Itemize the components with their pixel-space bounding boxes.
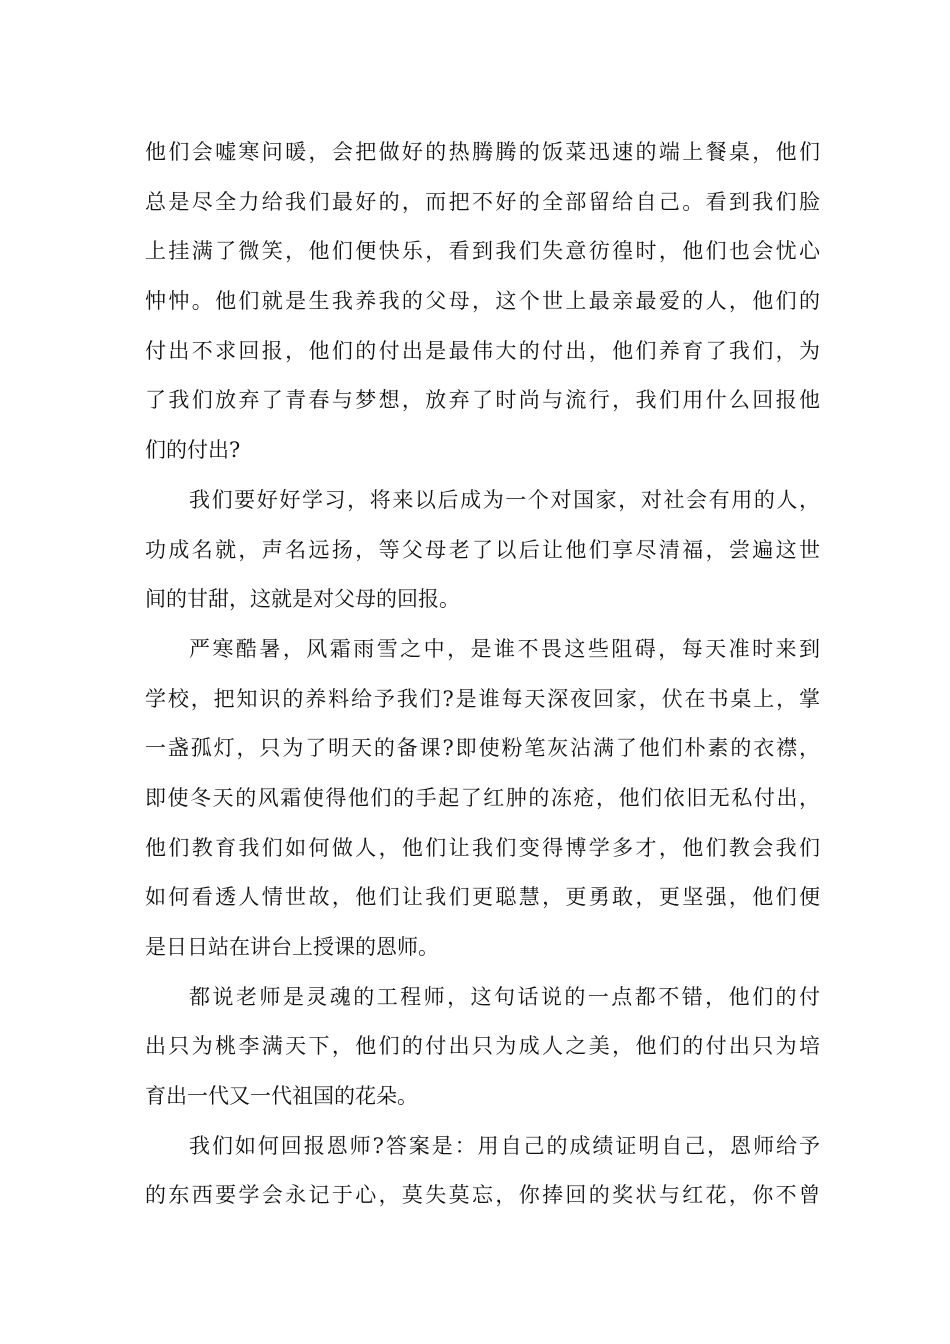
text-line: 功成名就，声名远扬，等父母老了以后让他们享尽清福，尝遍这世 [145,537,820,562]
text-line: 他们会嘘寒问暖，会把做好的热腾腾的饭菜迅速的端上餐桌，他们 [145,140,820,164]
text-line: 一盏孤灯，只为了明天的备课?即使粉笔灰沾满了他们朴素的衣襟， [145,736,820,761]
text-line: 他们教育我们如何做人，他们让我们变得博学多才，他们教会我们 [145,835,820,860]
text-line: 学校，把知识的养料给予我们?是谁每天深夜回家，伏在书桌上，掌 [145,686,820,711]
text-line: 如何看透人情世故，他们让我们更聪慧，更勇敢，更坚强，他们便 [145,885,820,910]
text-line: 间的甘甜，这就是对父母的回报。 [145,587,460,612]
text-line: 们的付出? [145,438,241,463]
text-line: 严寒酷暑，风霜雨雪之中，是谁不畏这些阻碍，每天准时来到 [189,636,820,661]
text-line: 了我们放弃了青春与梦想，放弃了时尚与流行，我们用什么回报他 [145,388,820,413]
text-line: 都说老师是灵魂的工程师，这句话说的一点都不错，他们的付 [189,984,820,1009]
text-line: 是日日站在讲台上授课的恩师。 [145,935,439,959]
text-line: 我们要好好学习，将来以后成为一个对国家，对社会有用的人， [189,487,820,512]
text-line: 总是尽全力给我们最好的，而把不好的全部留给自己。看到我们脸 [145,189,820,214]
text-line: 即使冬天的风霜使得他们的手起了红肿的冻疮，他们依旧无私付出， [145,785,820,810]
text-line: 忡忡。他们就是生我养我的父母，这个世上最亲最爱的人，他们的 [145,289,820,314]
text-line: 付出不求回报，他们的付出是最伟大的付出，他们养育了我们，为 [145,338,820,363]
text-line: 上挂满了微笑，他们便快乐，看到我们失意彷徨时，他们也会忧心 [145,239,820,264]
text-line: 出只为桃李满天下，他们的付出只为成人之美，他们的付出只为培 [145,1034,820,1059]
text-line: 的东西要学会永记于心，莫失莫忘，你捧回的奖状与红花，你不曾 [145,1183,820,1208]
text-line: 我们如何回报恩师?答案是：用自己的成绩证明自己，恩师给予 [189,1133,820,1158]
text-line: 育出一代又一代祖国的花朵。 [145,1084,418,1109]
document-body [145,128,820,1221]
